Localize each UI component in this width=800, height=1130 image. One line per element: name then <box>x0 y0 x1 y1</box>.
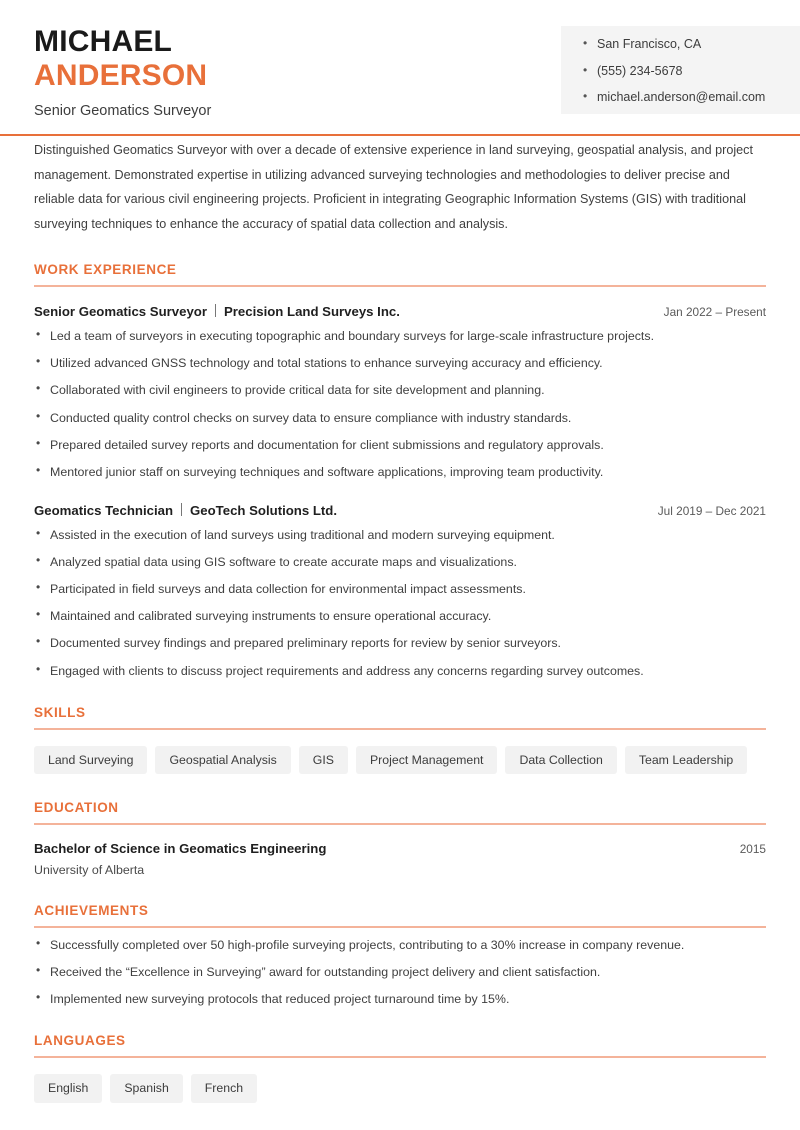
list-item: • Utilized advanced GNSS technology and total stations to enhance surveying accuracy and efficiency. <box>34 355 766 371</box>
list-item: • Maintained and calibrated surveying instruments to ensure operational accuracy. <box>34 608 766 624</box>
skill-pill: Project Management <box>356 746 497 774</box>
pipe-separator-icon <box>215 304 216 317</box>
last-name: ANDERSON <box>34 58 208 92</box>
identity-block <box>34 26 514 119</box>
section-title-achievements: ACHIEVEMENTS <box>34 902 149 918</box>
experience-dates: Jul 2019 – Dec 2021 <box>657 503 766 518</box>
contact-email-value: michael.anderson@email.com <box>597 90 766 104</box>
section-education <box>34 800 766 877</box>
experience-role: Geomatics Technician <box>34 502 174 518</box>
experience-company: GeoTech Solutions Ltd. <box>190 502 338 518</box>
resume-content <box>0 138 800 1103</box>
professional-summary: Distinguished Geomatics Surveyor with over a decade of extensive experience in land surveying, geospatial analysis, and project management. Demonstrated expertise in utilizing advanced surveying technologies and methodologies to deliver precise and reliable data for various civil engineering projects. Proficient in integrating Geographic Information Systems (GIS) with traditional surveying techniques to enhance the accuracy of spatial data collection and analysis. <box>34 143 753 231</box>
first-name: MICHAEL <box>34 25 173 58</box>
list-item: • Participated in field surveys and data collection for environmental impact assessments. <box>34 581 766 597</box>
experience-entry-header <box>34 303 766 319</box>
language-pill: Spanish <box>110 1074 182 1102</box>
experience-bullets <box>34 328 766 480</box>
skill-pill: Land Surveying <box>34 746 147 774</box>
section-title-education: EDUCATION <box>34 799 119 815</box>
experience-entry-header <box>34 502 766 518</box>
section-rule-work-experience <box>34 285 766 287</box>
list-item: • Led a team of surveyors in executing topographic and boundary surveys for large-scale infrastructure projects. <box>34 328 766 344</box>
list-item: • Collaborated with civil engineers to provide critical data for site development and planning. <box>34 382 766 398</box>
experience-title-line <box>34 502 337 518</box>
experience-entry <box>34 303 766 480</box>
contact-list <box>583 38 800 104</box>
contact-location-value: San Francisco, CA <box>597 37 702 51</box>
list-item: • Engaged with clients to discuss project requirements and address any concerns regarding survey outcomes. <box>34 663 766 679</box>
education-degree: Bachelor of Science in Geomatics Engineering <box>34 840 327 856</box>
contact-item-location <box>583 38 800 51</box>
education-entry <box>34 841 766 877</box>
headline-job-title: Senior Geomatics Surveyor <box>34 103 212 119</box>
contact-item-phone[interactable] <box>583 65 800 78</box>
section-languages <box>34 1033 766 1102</box>
list-item: • Analyzed spatial data using GIS software to create accurate maps and visualizations. <box>34 554 766 570</box>
section-achievements <box>34 903 766 1007</box>
contact-item-email[interactable] <box>583 91 800 104</box>
list-item: • Received the “Excellence in Surveying” award for outstanding project delivery and client satisfaction. <box>34 964 766 980</box>
skills-pill-row <box>34 746 766 774</box>
list-item: • Mentored junior staff on surveying techniques and software applications, improving team productivity. <box>34 464 766 480</box>
list-item: • Documented survey findings and prepared preliminary reports for review by senior surveyors. <box>34 635 766 651</box>
skill-pill: Geospatial Analysis <box>155 746 290 774</box>
section-work-experience <box>34 262 766 679</box>
section-rule-languages <box>34 1056 766 1058</box>
section-title-languages: LANGUAGES <box>34 1033 126 1049</box>
contact-phone-value: (555) 234-5678 <box>597 63 683 78</box>
list-item: • Prepared detailed survey reports and documentation for client submissions and regulatory approvals. <box>34 437 766 453</box>
experience-role: Senior Geomatics Surveyor <box>34 304 207 320</box>
section-rule-achievements <box>34 926 766 928</box>
experience-company: Precision Land Surveys Inc. <box>223 304 400 320</box>
pipe-separator-icon <box>181 503 182 516</box>
list-item: • Successfully completed over 50 high-profile surveying projects, contributing to a 30% increase in company revenue. <box>34 937 766 953</box>
skill-pill: GIS <box>299 746 348 774</box>
contact-box <box>561 26 800 114</box>
achievements-list <box>34 937 766 1007</box>
list-item: • Implemented new surveying protocols that reduced project turnaround time by 15%. <box>34 991 766 1007</box>
skill-pill: Team Leadership <box>625 746 747 774</box>
header-divider <box>0 134 800 136</box>
list-item: • Conducted quality control checks on survey data to ensure compliance with industry standards. <box>34 410 766 426</box>
languages-pill-row <box>34 1074 766 1102</box>
education-entry-header <box>34 841 766 856</box>
experience-dates: Jan 2022 – Present <box>663 305 766 320</box>
section-title-work-experience: WORK EXPERIENCE <box>34 262 177 278</box>
section-rule-skills <box>34 728 766 730</box>
experience-bullets <box>34 527 766 679</box>
section-rule-education <box>34 823 766 825</box>
language-pill: French <box>191 1074 257 1102</box>
skill-pill: Data Collection <box>505 746 616 774</box>
education-year: 2015 <box>739 841 766 856</box>
experience-entry <box>34 502 766 679</box>
list-item: • Assisted in the execution of land surveys using traditional and modern surveying equipment. <box>34 527 766 543</box>
section-title-skills: SKILLS <box>34 704 86 720</box>
resume-header <box>0 0 800 119</box>
experience-title-line <box>34 303 400 319</box>
language-pill: English <box>34 1074 102 1102</box>
section-skills <box>34 705 766 774</box>
education-school: University of Alberta <box>34 862 145 877</box>
